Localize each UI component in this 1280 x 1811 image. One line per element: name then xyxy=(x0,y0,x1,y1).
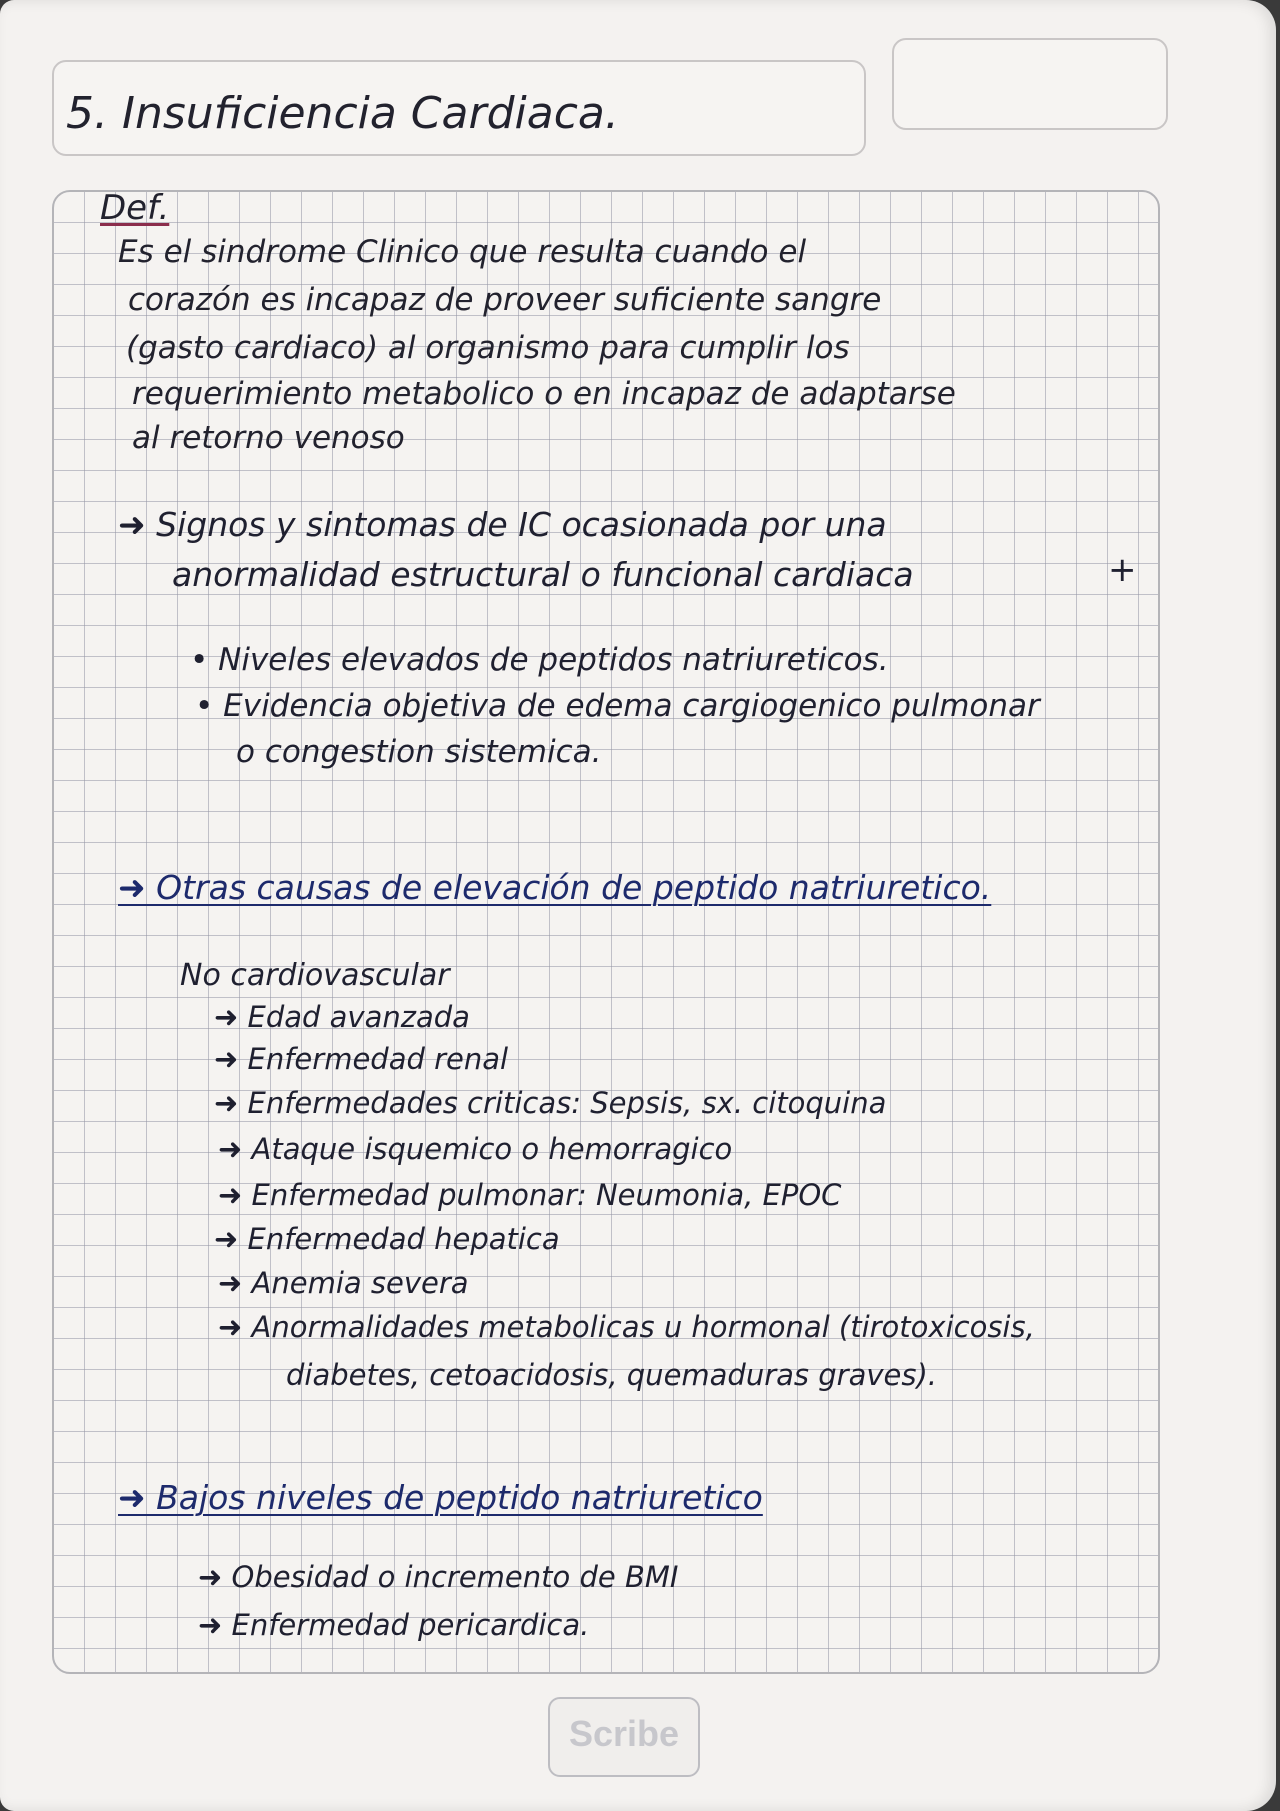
otras-item: ➜ Enfermedades criticas: Sepsis, sx. citoquina xyxy=(214,1086,887,1120)
definition-line: al retorno venoso xyxy=(132,420,405,456)
bajos-item: ➜ Enfermedad pericardica. xyxy=(198,1608,590,1642)
definition-line: corazón es incapaz de proveer suficiente sangre xyxy=(128,282,882,318)
signos-bullet: o congestion sistemica. xyxy=(236,734,602,770)
bajos-heading: ➜ Bajos niveles de peptido natriuretico xyxy=(118,1478,763,1517)
watermark-text: Scribe xyxy=(568,1713,680,1754)
otras-item: ➜ Enfermedad pulmonar: Neumonia, EPOC xyxy=(218,1178,842,1212)
definition-line: requerimiento metabolico o en incapaz de adaptarse xyxy=(132,376,956,412)
definition-label: Def. xyxy=(100,188,170,228)
signos-bullet: • Evidencia objetiva de edema cargiogenico pulmonar xyxy=(195,688,1040,724)
otras-subheading: No cardiovascular xyxy=(180,958,450,993)
otras-item: diabetes, cetoacidosis, quemaduras graves). xyxy=(286,1358,937,1392)
otras-item: ➜ Edad avanzada xyxy=(214,1000,470,1034)
bajos-item: ➜ Obesidad o incremento de BMI xyxy=(198,1560,679,1594)
definition-line: (gasto cardiaco) al organismo para cumplir los xyxy=(126,330,850,366)
signos-heading-cont: anormalidad estructural o funcional cardiaca xyxy=(172,555,914,594)
page-title: 5. Insuficiencia Cardiaca. xyxy=(66,88,619,139)
definition-line: Es el sindrome Clinico que resulta cuando el xyxy=(118,234,807,270)
otras-item: ➜ Enfermedad hepatica xyxy=(214,1222,560,1256)
scribe-watermark xyxy=(548,1697,700,1777)
otras-heading: ➜ Otras causas de elevación de peptido natriuretico. xyxy=(118,868,992,907)
otras-item: ➜ Ataque isquemico o hemorragico xyxy=(218,1132,733,1166)
otras-item: ➜ Anemia severa xyxy=(218,1266,469,1300)
signos-heading: ➜ Signos y sintomas de IC ocasionada por una xyxy=(118,505,887,544)
signos-bullet: • Niveles elevados de peptidos natriureticos. xyxy=(190,642,889,678)
otras-item: ➜ Anormalidades metabolicas u hormonal (tirotoxicosis, xyxy=(218,1310,1035,1344)
otras-item: ➜ Enfermedad renal xyxy=(214,1042,509,1076)
plus-sign: + xyxy=(1108,550,1137,590)
